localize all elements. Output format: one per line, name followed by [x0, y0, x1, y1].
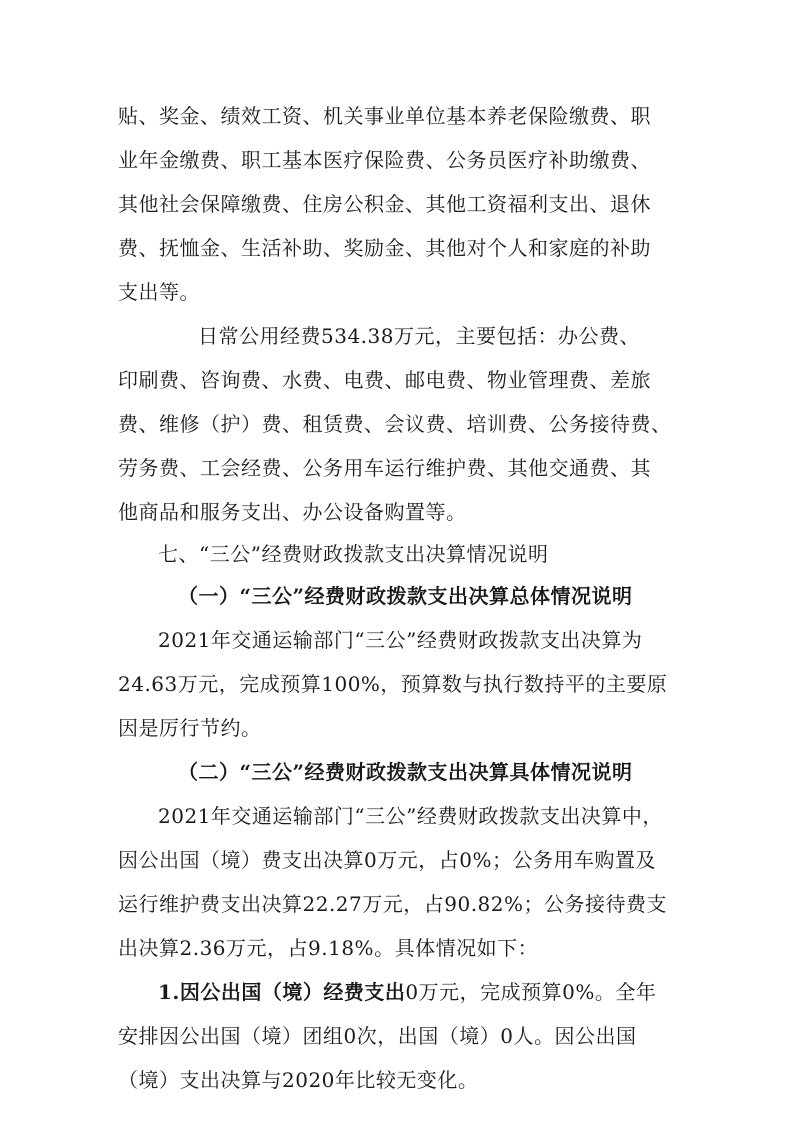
text-line: （境）支出决算与2020年比较无变化。 [118, 1068, 479, 1092]
text-line: 2021年交通运输部门“三公”经费财政拨款支出决算为 [158, 628, 643, 652]
text-line: 费、抚恤金、生活补助、奖励金、其他对个人和家庭的补助 [118, 236, 651, 260]
item-text: 0万元，完成预算0%。全年 [405, 980, 657, 1004]
text-line: 因是厉行节约。 [118, 716, 262, 740]
text-line: 支出等。 [118, 280, 200, 304]
text-line: 业年金缴费、职工基本医疗保险费、公务员医疗补助缴费、 [118, 148, 651, 172]
text-line: 贴、奖金、绩效工资、机关事业单位基本养老保险缴费、职 [118, 104, 651, 128]
text-line: 24.63万元，完成预算100%，预算数与执行数持平的主要原 [118, 672, 668, 696]
item-line [158, 978, 718, 1006]
subsection-heading: （一）“三公”经费财政拨款支出决算总体情况说明 [178, 584, 633, 608]
text-line: 运行维护费支出决算22.27万元，占90.82%；公务接待费支 [118, 892, 668, 916]
section-heading: 七、“三公”经费财政拨款支出决算情况说明 [158, 542, 549, 566]
text-line: 安排因公出国（境）团组0次，出国（境）0人。因公出国 [118, 1024, 637, 1048]
subsection-heading: （二）“三公”经费财政拨款支出决算具体情况说明 [178, 760, 633, 784]
text-line: 2021年交通运输部门“三公”经费财政拨款支出决算中， [158, 804, 663, 828]
text-line: 因公出国（境）费支出决算0万元，占0%；公务用车购置及 [118, 848, 656, 872]
text-line: 劳务费、工会经费、公务用车运行维护费、其他交通费、其 [118, 456, 651, 480]
text-line: 其他社会保障缴费、住房公积金、其他工资福利支出、退休 [118, 192, 651, 216]
text-line: 出决算2.36万元，占9.18%。具体情况如下： [118, 936, 539, 960]
text-line: 他商品和服务支出、办公设备购置等。 [118, 500, 467, 524]
text-line: 费、维修（护）费、租赁费、会议费、培训费、公务接待费、 [118, 412, 672, 436]
text-line: 日常公用经费534.38万元，主要包括：办公费、 [198, 324, 640, 348]
text-line: 印刷费、咨询费、水费、电费、邮电费、物业管理费、差旅 [118, 368, 651, 392]
item-label: 1.因公出国（境）经费支出 [158, 980, 406, 1004]
